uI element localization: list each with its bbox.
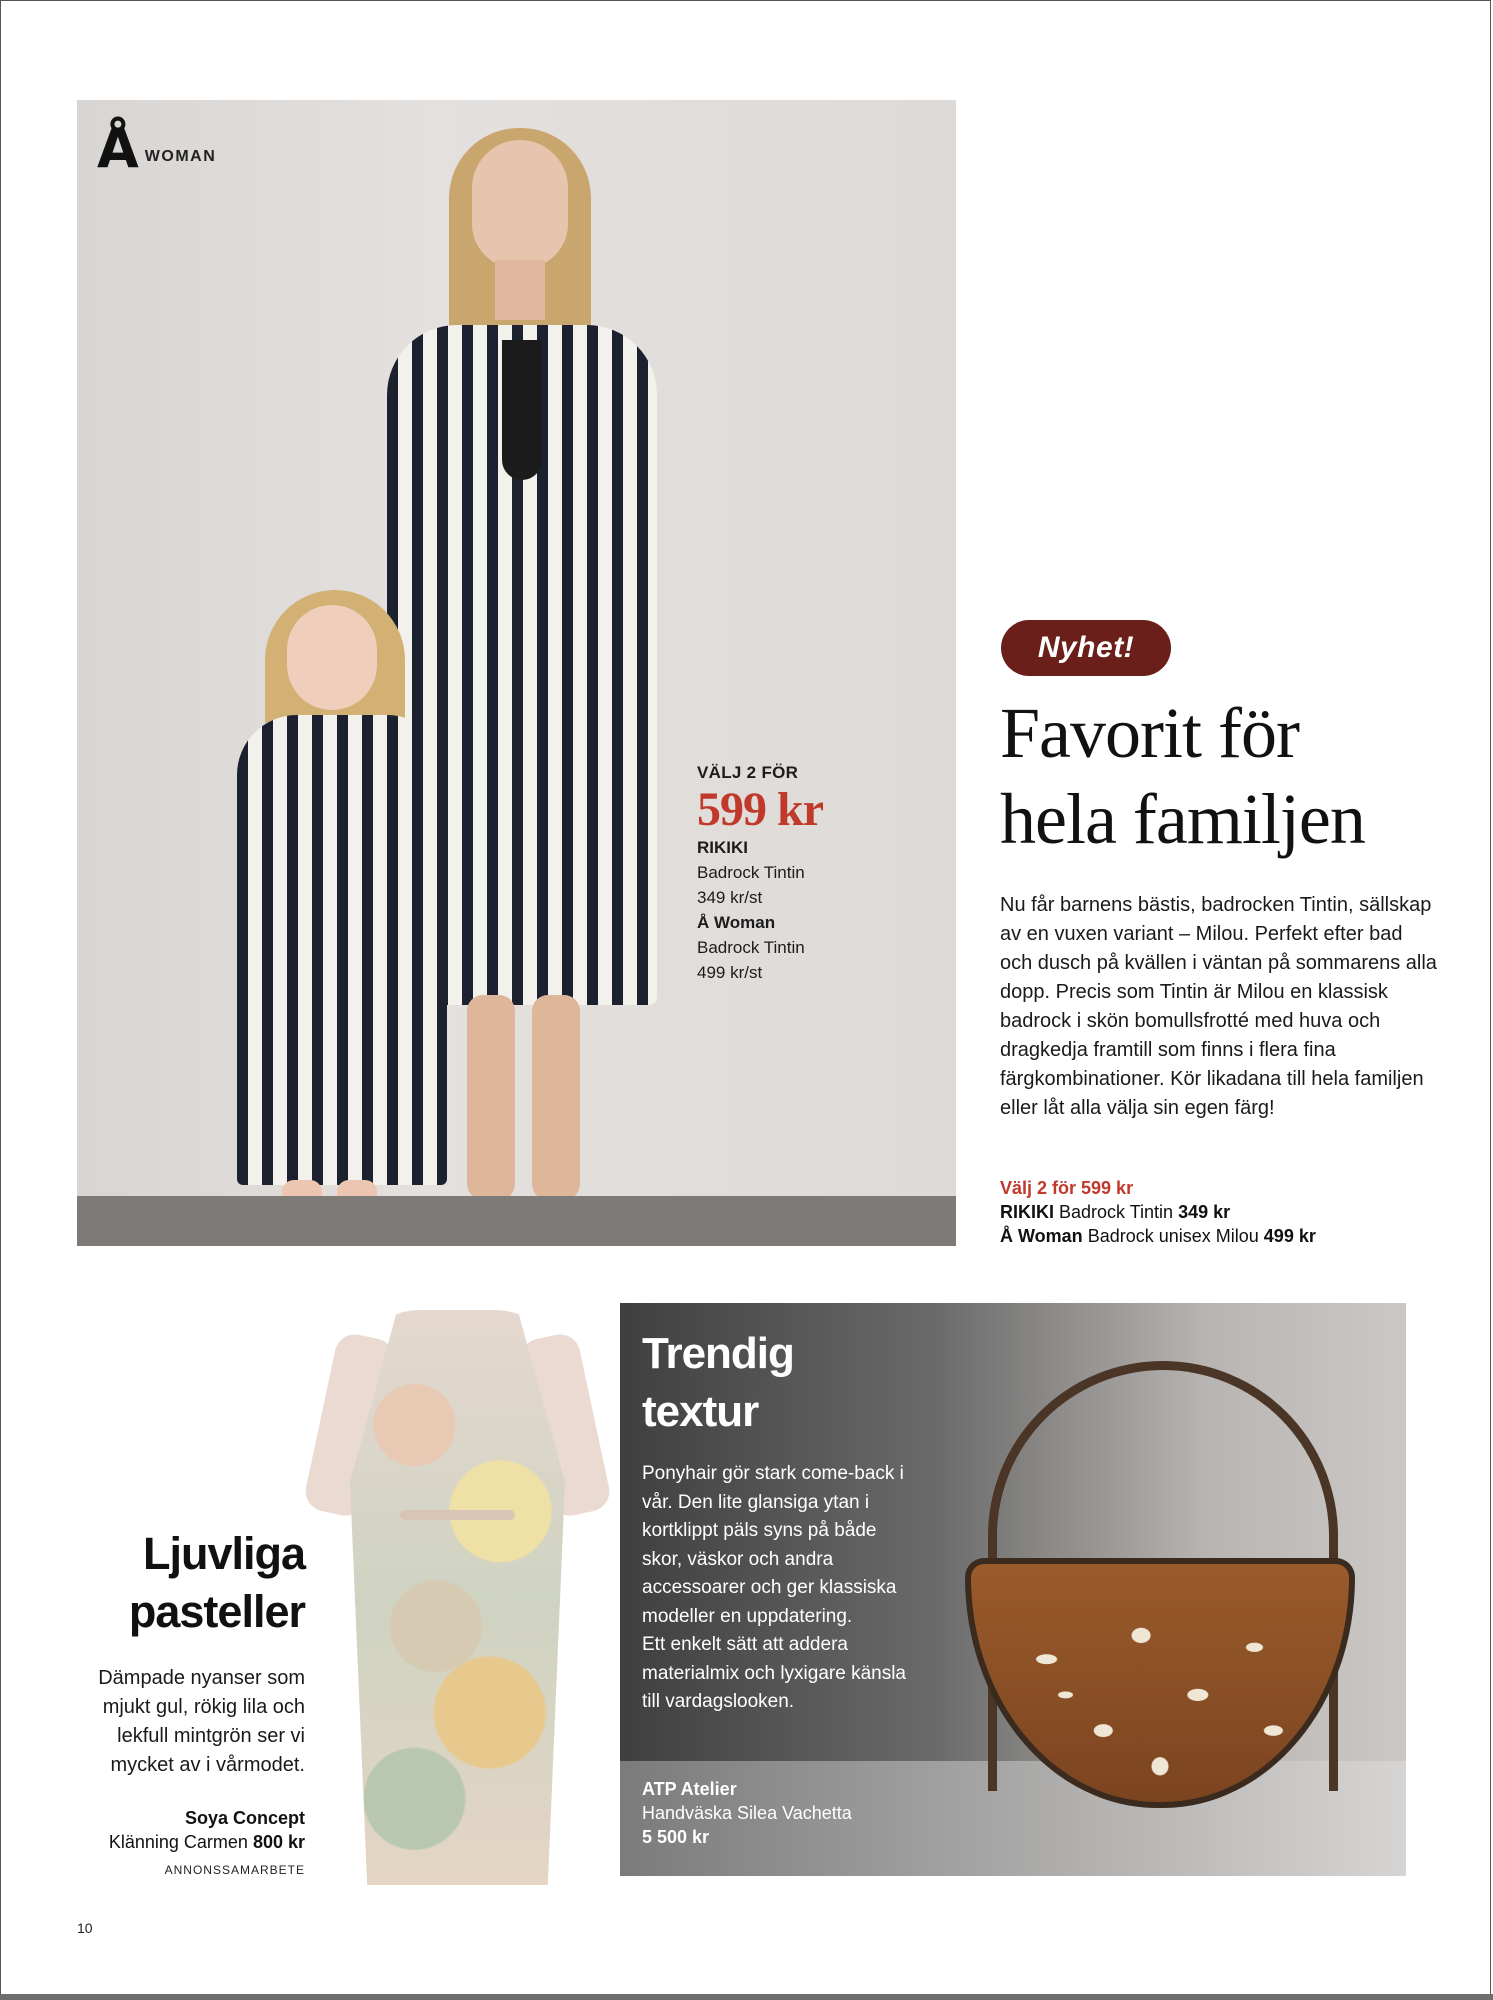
article-offer <box>1000 1176 1440 1248</box>
hero-price-caption <box>697 760 823 985</box>
offer-line-2 <box>1000 1224 1440 1248</box>
woman-neck <box>495 260 545 320</box>
pastel-brand: Soya Concept <box>184 1808 305 1828</box>
logo-mark: Å <box>97 117 139 180</box>
trend-body-1: Ponyhair gör stark come-back i vår. Den lite glansiga ytan i kortklippt päls syns på både skor, väskor och andra accessoarer och ger klassiska modeller en uppdatering. <box>642 1463 904 1627</box>
trend-price: 5 500 kr <box>642 1827 710 1847</box>
caption-brand-2: Å Woman <box>697 913 776 932</box>
caption-item-2: Badrock Tintin <box>697 938 805 957</box>
article-body: Nu får barnens bästis, badrocken Tintin, sällskap av en vuxen variant – Milou. Perfekt efter bad och dusch på kvällen i väntan på sommarens alla dopp. Precis som Tintin är Milou en klassisk badrock i skön bomullsfrotté med huva och dragkedja framtill som finns i flera fina färgkombinationer. Kör likadana till hela familjen eller låt alla välja sin egen färg! <box>1000 894 1437 1119</box>
logo-text: WOMAN <box>144 148 217 165</box>
offer-price-2: 499 kr <box>1263 1226 1316 1246</box>
offer-brand-2: Å Woman <box>1000 1226 1083 1246</box>
woman-legs <box>447 995 597 1200</box>
floor <box>77 1196 956 1246</box>
pastel-title-line-2: pasteller <box>128 1586 305 1637</box>
trend-brand: ATP Atelier <box>642 1779 737 1799</box>
trend-item: Handväska Silea Vachetta <box>642 1803 852 1823</box>
offer-item-1: Badrock Tintin <box>1059 1202 1174 1222</box>
caption-brand-1: RIKIKI <box>697 838 748 857</box>
child-bathrobe <box>237 715 447 1185</box>
offer-brand-1: RIKIKI <box>1000 1202 1054 1222</box>
pastel-body: Dämpade nyanser som mjukt gul, rökig lila och lekfull mintgrön ser vi mycket av i vårmodet. <box>98 1667 305 1776</box>
caption-price-1: 349 kr/st <box>697 888 763 907</box>
brand-logo <box>97 117 217 180</box>
deal-label: VÄLJ 2 FÖR <box>697 763 799 782</box>
bottom-bar <box>0 1994 1493 2000</box>
page-number: 10 <box>77 1920 93 1936</box>
woman-top <box>502 340 542 480</box>
deal-price: 599 kr <box>697 783 823 836</box>
trend-credit <box>642 1777 942 1849</box>
trend-body <box>642 1460 912 1717</box>
caption-price-2: 499 kr/st <box>697 963 763 982</box>
offer-deal: Välj 2 för 599 kr <box>1000 1178 1134 1198</box>
woman-leg-right <box>532 995 580 1200</box>
dress-photo <box>320 1310 595 1885</box>
article-headline <box>1000 690 1470 862</box>
pastel-credit <box>60 1806 305 1854</box>
offer-line-1 <box>1000 1200 1440 1224</box>
trend-title-line-2: textur <box>642 1387 759 1436</box>
hero-photo <box>77 100 956 1246</box>
caption-item-1: Badrock Tintin <box>697 863 805 882</box>
pastel-price: 800 kr <box>252 1832 305 1852</box>
pastel-title <box>60 1525 305 1641</box>
news-badge: Nyhet! <box>1001 620 1171 676</box>
trend-title <box>642 1325 794 1441</box>
woman-head <box>472 140 568 268</box>
trend-title-line-1: Trendig <box>642 1329 794 1378</box>
woman-leg-left <box>467 995 515 1200</box>
child-head <box>287 605 377 710</box>
offer-price-1: 349 kr <box>1178 1202 1231 1222</box>
offer-item-2: Badrock unisex Milou <box>1087 1226 1259 1246</box>
bag-panel <box>620 1303 1406 1876</box>
headline-line-2: hela familjen <box>1000 779 1365 859</box>
headline-line-1: Favorit för <box>1000 693 1299 773</box>
pastel-title-line-1: Ljuvliga <box>142 1528 305 1579</box>
sponsored-label: ANNONSSAMARBETE <box>164 1863 305 1877</box>
trend-body-2: Ett enkelt sätt att addera materialmix och lyxigare känsla till vardagslooken. <box>642 1634 906 1712</box>
dress-belt <box>400 1510 515 1520</box>
pastel-item: Klänning Carmen <box>108 1832 248 1852</box>
dress-body <box>350 1310 565 1885</box>
